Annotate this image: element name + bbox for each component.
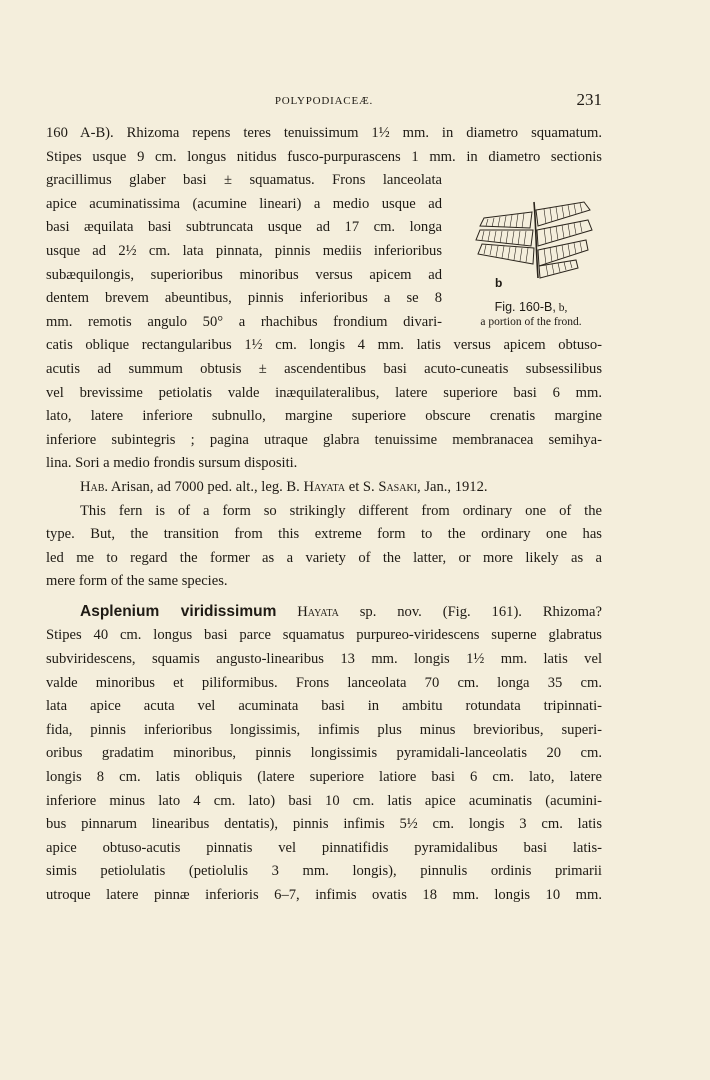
text-line: apice obtuso-acutis pinnatis vel pinnatifidis pyramidalibus basi latis-	[46, 839, 602, 856]
text-line: mm. remotis angulo 50° a rhachibus frondium divari-	[46, 313, 442, 330]
text-line: mere form of the same species.	[46, 573, 228, 590]
text-line: lato, latere inferiore subnullo, margine superiore obscure crenatis margine	[46, 408, 602, 425]
running-header	[46, 90, 602, 112]
text-line: apice acuminatissima (acumine lineari) a medio usque ad	[46, 195, 442, 212]
habitat-text: , Jan., 1912.	[417, 478, 488, 495]
text-line: Stipes usque 9 cm. longus nitidus fusco-purpurascens 1 mm. in diametro sectionis	[46, 148, 602, 165]
species-name: Asplenium viridissimum	[80, 602, 277, 620]
figure-caption-suffix: b,	[558, 302, 568, 314]
text-line: type. But, the transition from this extreme form to the ordinary one has	[46, 526, 602, 543]
habitat-paragraph	[46, 476, 602, 500]
text-line: fida, pinnis inferioribus longissimis, infimis plus minus brevioribus, superi-	[46, 721, 602, 738]
text-line: led me to regard the former as a variety of the latter, or more likely as a	[46, 549, 602, 566]
text-line: This fern is of a form so strikingly different from ordinary one of the	[80, 502, 602, 519]
running-title: POLYPODIACEÆ.	[274, 95, 374, 107]
figure-part-label: b	[495, 276, 503, 290]
page-number: 231	[576, 90, 602, 109]
text-line: longis 8 cm. latis obliquis (latere superiore latiore basi 6 cm. lato, latere	[46, 769, 602, 786]
text-line: utroque latere pinnæ inferioris 6–7, infimis ovatis 18 mm. longis 10 mm.	[46, 887, 602, 903]
text-line: gracillimus glaber basi ± squamatus. Frons lanceolata	[46, 172, 442, 189]
remarks-paragraph	[46, 500, 602, 594]
text-line: inferiore minus lato 4 cm. lato) basi 10 cm. latis apice acuminatis (acumini-	[46, 792, 602, 809]
habitat-label: Hab.	[80, 478, 109, 495]
text-line: oribus gradatim minoribus, pinnis longissimis pyramidali-lanceolatis 20 cm.	[46, 745, 602, 762]
species-author: Hayata	[297, 603, 339, 620]
collector-name: Sasaki	[378, 478, 418, 495]
text-line: 160 A-B). Rhizoma repens teres tenuissimum 1½ mm. in diametro squamatum.	[46, 125, 602, 141]
habitat-text: et S.	[345, 478, 379, 495]
text-line: dentem brevem abeuntibus, pinnis inferioribus a se 8	[46, 290, 442, 307]
text-line: vel brevissime petiolatis valde inæquilateralibus, latere superiore basi 6 mm.	[46, 384, 602, 401]
text-line: lina. Sori a medio frondis sursum dispositi.	[46, 455, 298, 472]
text-line: inferiore subintegris ; pagina utraque glabra tenuissime membranacea semihya-	[46, 431, 602, 448]
text-line: subviridescens, squamis angusto-linearibus 13 mm. longis 1½ mm. latis vel	[46, 651, 602, 668]
text-line: usque ad 2½ cm. lata pinnata, pinnis mediis inferioribus	[46, 242, 442, 259]
habitat-text: Arisan, ad 7000 ped. alt., leg. B.	[108, 478, 304, 495]
text-line: subæquilongis, superioribus minoribus versus apicem ad	[46, 266, 442, 283]
description-paragraph	[46, 122, 602, 476]
page-body	[46, 122, 602, 908]
text-line: bus pinnarum linearibus dentatis), pinnis infimis 5½ cm. longis 3 cm. latis	[46, 816, 602, 833]
text-line: acutis ad summum obtusis ± ascendentibus basi acuto-cuneatis subsessilibus	[46, 360, 602, 377]
habitat-line	[46, 476, 602, 500]
text-line: simis petiolulatis (petiolulis 3 mm. longis), pinnulis ordinis primarii	[46, 863, 602, 880]
text-line: valde minoribus et piliformibus. Frons lanceolata 70 cm. longa 35 cm.	[46, 674, 602, 691]
figure-number: Fig. 160-B,	[494, 300, 556, 314]
text-line: basi æquilata basi subtruncata usque ad 17 cm. longa	[46, 219, 442, 236]
figure-caption-line2: a portion of the frond.	[480, 316, 582, 328]
species-heading-line	[46, 600, 602, 625]
species-paragraph	[46, 600, 602, 908]
text-line: lata apice acuta vel acuminata basi in ambitu rotundata tripinnati-	[46, 698, 602, 715]
species-heading-rest: sp. nov. (Fig. 161). Rhizoma?	[338, 603, 602, 620]
text-line: Stipes 40 cm. longus basi parce squamatus purpureo-viridescens superne glabratus	[46, 627, 602, 644]
text-line: catis oblique rectangularibus 1½ cm. longis 4 mm. latis versus apicem obtuso-	[46, 337, 602, 354]
collector-name: Hayata	[303, 478, 346, 495]
